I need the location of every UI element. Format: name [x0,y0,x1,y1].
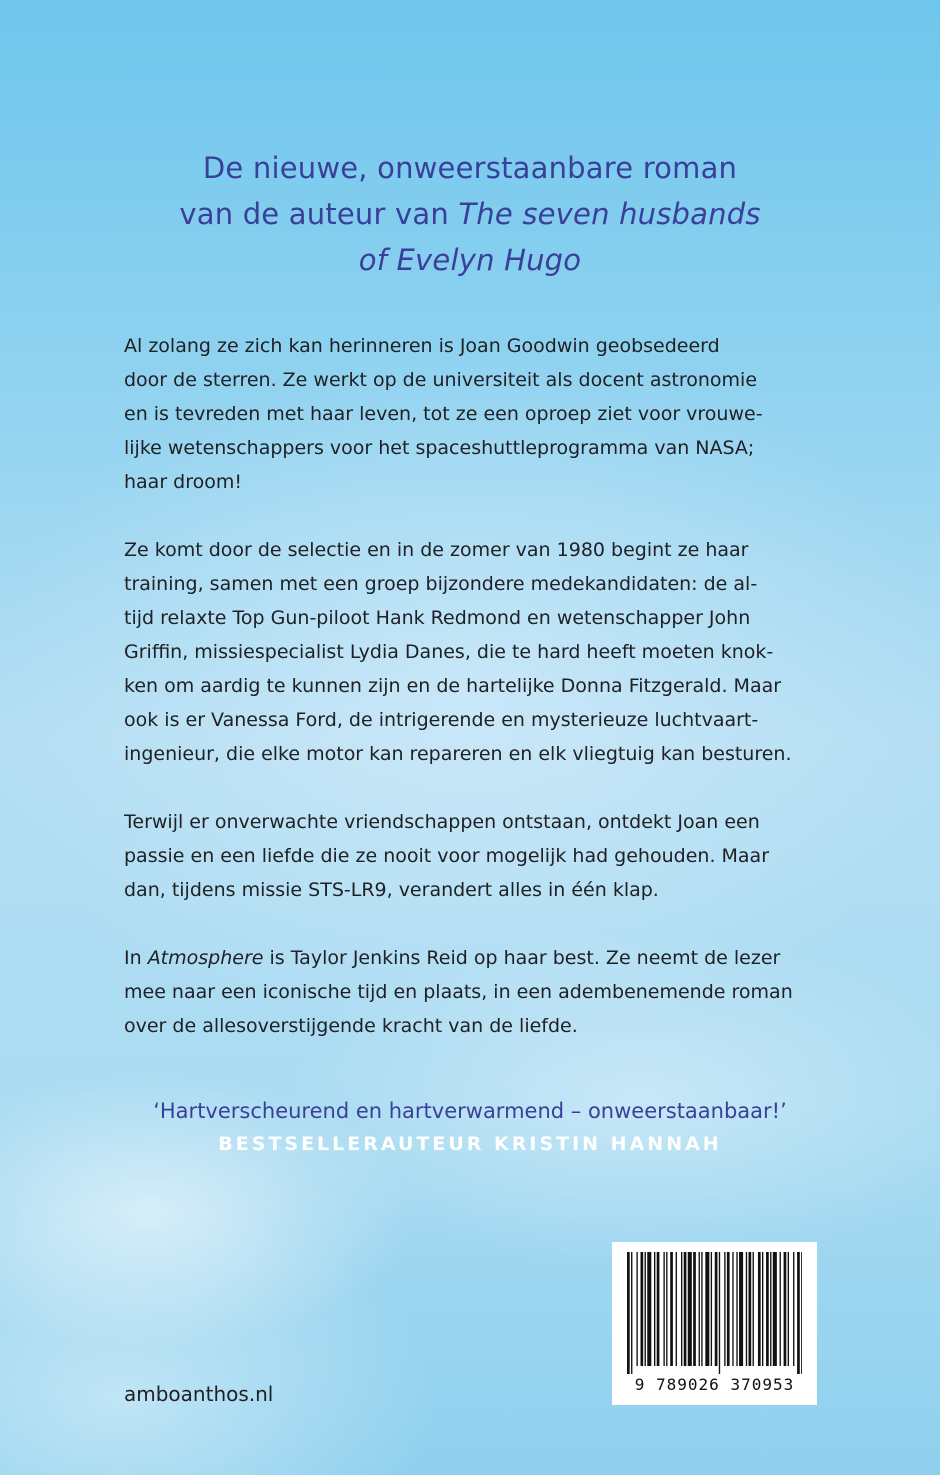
text-line: en is tevreden met haar leven, tot ze een oproep ziet voor vrouwe- [124,403,763,425]
text-line: training, samen met een groep bijzondere medekandidaten: de al- [124,573,758,595]
text-line: passie en een liefde die ze nooit voor mogelijk had gehouden. Maar [124,845,770,867]
text-line: lijke wetenschappers voor het spaceshuttleprogramma van NASA; [124,437,755,459]
text-line [124,941,824,975]
blurb-paragraph-3 [124,805,824,907]
headline-line-2 [0,191,940,237]
headline-line-3 [0,237,940,283]
text-line: haar droom! [124,471,243,493]
barcode-bars [627,1252,802,1374]
text-line: Al zolang ze zich kan herinneren is Joan Goodwin geobsedeerd [124,335,720,357]
text-line: Ze komt door de selectie en in de zomer van 1980 begint ze haar [124,539,749,561]
text-fragment: In [124,947,148,969]
text-line: ken om aardig te kunnen zijn en de hartelijke Donna Fitzgerald. Maar [124,675,782,697]
headline-line-2-prefix: van de auteur van [179,197,459,231]
text-line: Terwijl er onverwachte vriendschappen ontstaan, ontdekt Joan een [124,811,760,833]
text-line: ingenieur, die elke motor kan repareren en elk vliegtuig kan besturen. [124,743,792,765]
text-line: ook is er Vanessa Ford, de intrigerende en mysterieuze luchtvaart- [124,709,759,731]
text-line: tijd relaxte Top Gun-piloot Hank Redmond en wetenschapper John [124,607,751,629]
blurb-paragraph-2 [124,533,824,771]
headline-line-1: De nieuwe, onweerstaanbare roman [202,151,738,185]
text-line: door de sterren. Ze werkt op de universiteit als docent astronomie [124,369,758,391]
book-title-italic: Atmosphere [147,947,264,969]
text-line: dan, tijdens missie STS-LR9, verandert alles in één klap. [124,879,659,901]
blurb-paragraph-4 [124,941,824,1043]
text-line: mee naar een iconische tijd en plaats, in een adembenemende roman [124,981,793,1003]
review-quote: ‘Hartverscheurend en hartverwarmend – onweerstaanbaar!’ [153,1099,787,1123]
review-quote-author: BESTSELLERAUTEUR KRISTIN HANNAH [218,1133,722,1155]
headline-book-title-continued: of Evelyn Hugo [358,243,582,277]
isbn-barcode [612,1242,817,1405]
publisher-website: amboanthos.nl [124,1382,274,1406]
isbn-number: 9 789026 370953 [634,1375,795,1394]
text-line: Griffin, missiespecialist Lydia Danes, die te hard heeft moeten knok- [124,641,774,663]
text-line: over de allesoverstijgende kracht van de liefde. [124,1015,578,1037]
text-fragment: is Taylor Jenkins Reid op haar best. Ze neemt de lezer [263,947,781,969]
headline [0,145,940,283]
blurb-paragraph-1 [124,329,824,499]
headline-book-title: The seven husbands [458,197,761,231]
